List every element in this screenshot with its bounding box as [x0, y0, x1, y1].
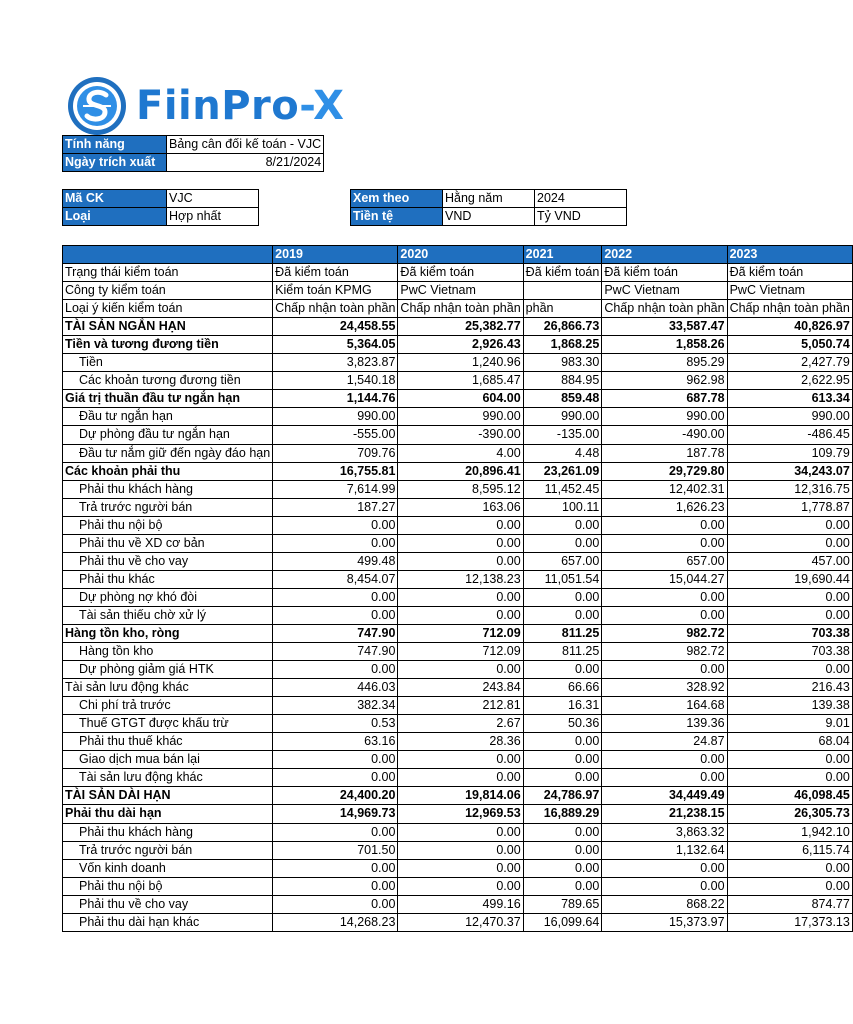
- row-value: PwC Vietnam: [727, 282, 852, 300]
- row-value: 24,458.55: [273, 318, 398, 336]
- row-value: 0.00: [523, 841, 602, 859]
- row-value: 4.00: [398, 444, 523, 462]
- table-row: [63, 372, 853, 390]
- row-label: Phải thu khách hàng: [63, 823, 273, 841]
- row-value: phần: [523, 300, 602, 318]
- row-value: 46,098.45: [727, 787, 852, 805]
- row-value: Đã kiểm toán: [727, 264, 852, 282]
- row-value: 0.00: [398, 769, 523, 787]
- table-row: [63, 841, 853, 859]
- row-value: 0.00: [523, 769, 602, 787]
- row-value: 23,261.09: [523, 462, 602, 480]
- row-label: Vốn kinh doanh: [63, 859, 273, 877]
- row-value: 0.00: [727, 606, 852, 624]
- row-value: 0.00: [273, 661, 398, 679]
- row-label: Phải thu nội bộ: [63, 516, 273, 534]
- row-value: Chấp nhận toàn phần: [273, 300, 398, 318]
- row-value: 0.00: [523, 534, 602, 552]
- row-value: 12,470.37: [398, 913, 523, 931]
- table-row: [63, 408, 853, 426]
- table-row: [63, 805, 853, 823]
- row-value: 20,896.41: [398, 462, 523, 480]
- row-value: 0.00: [273, 606, 398, 624]
- row-value: 164.68: [602, 697, 727, 715]
- row-value: PwC Vietnam: [602, 282, 727, 300]
- row-value: 0.00: [398, 751, 523, 769]
- row-value: 0.00: [398, 859, 523, 877]
- row-value: 19,814.06: [398, 787, 523, 805]
- row-value: 0.00: [398, 552, 523, 570]
- row-value: 983.30: [523, 354, 602, 372]
- row-value: 0.00: [602, 769, 727, 787]
- row-value: 499.48: [273, 552, 398, 570]
- row-value: 604.00: [398, 390, 523, 408]
- row-label: Phải thu khách hàng: [63, 480, 273, 498]
- row-value: 874.77: [727, 895, 852, 913]
- fiinpro-logo-icon: [66, 75, 128, 137]
- row-value: 859.48: [523, 390, 602, 408]
- table-row: [63, 534, 853, 552]
- row-label: TÀI SẢN DÀI HẠN: [63, 787, 273, 805]
- row-label: Đầu tư nắm giữ đến ngày đáo hạn: [63, 444, 273, 462]
- year-header: 2019: [273, 246, 398, 264]
- row-value: 747.90: [273, 624, 398, 642]
- table-row: [63, 516, 853, 534]
- row-value: 33,587.47: [602, 318, 727, 336]
- row-value: 990.00: [727, 408, 852, 426]
- row-label: Phải thu dài hạn: [63, 805, 273, 823]
- row-value: 34,243.07: [727, 462, 852, 480]
- table-row: [63, 606, 853, 624]
- row-value: 0.00: [398, 588, 523, 606]
- row-value: 212.81: [398, 697, 523, 715]
- row-value: 328.92: [602, 679, 727, 697]
- row-value: PwC Vietnam: [398, 282, 523, 300]
- row-value: Chấp nhận toàn phần: [727, 300, 852, 318]
- year-header: 2021: [523, 246, 602, 264]
- row-value: 26,305.73: [727, 805, 852, 823]
- row-value: 24,400.20: [273, 787, 398, 805]
- row-value: 14,268.23: [273, 913, 398, 931]
- row-value: 5,364.05: [273, 336, 398, 354]
- table-row: [63, 877, 853, 895]
- type-value[interactable]: Hợp nhất: [167, 208, 259, 226]
- row-value: 21,238.15: [602, 805, 727, 823]
- row-value: 962.98: [602, 372, 727, 390]
- row-value: 8,595.12: [398, 480, 523, 498]
- table-row: [63, 679, 853, 697]
- row-label: Trạng thái kiểm toán: [63, 264, 273, 282]
- row-value: 1,685.47: [398, 372, 523, 390]
- row-label: Phải thu về cho vay: [63, 895, 273, 913]
- row-value: 66.66: [523, 679, 602, 697]
- row-value: 0.00: [523, 588, 602, 606]
- row-value: 0.00: [602, 661, 727, 679]
- row-value: 712.09: [398, 643, 523, 661]
- table-row: [63, 895, 853, 913]
- row-value: 0.00: [727, 769, 852, 787]
- row-value: 747.90: [273, 643, 398, 661]
- row-value: 0.00: [523, 751, 602, 769]
- table-row: [63, 264, 853, 282]
- row-value: Đã kiểm toán: [398, 264, 523, 282]
- table-row: [63, 913, 853, 931]
- row-value: 0.00: [273, 823, 398, 841]
- table-row: [63, 444, 853, 462]
- fiinpro-logo-text: FiinPro-X: [136, 83, 345, 129]
- row-value: 9.01: [727, 715, 852, 733]
- type-label: Loại: [63, 208, 167, 226]
- row-value: -135.00: [523, 426, 602, 444]
- table-row: [63, 552, 853, 570]
- row-value: 0.00: [602, 606, 727, 624]
- row-value: 7,614.99: [273, 480, 398, 498]
- row-value: 1,626.23: [602, 498, 727, 516]
- row-value: 703.38: [727, 624, 852, 642]
- view-year[interactable]: 2024: [535, 190, 627, 208]
- table-row: [63, 643, 853, 661]
- row-label: Phải thu thuế khác: [63, 733, 273, 751]
- row-value: 657.00: [523, 552, 602, 570]
- row-value: 11,051.54: [523, 570, 602, 588]
- row-label: TÀI SẢN NGẮN HẠN: [63, 318, 273, 336]
- row-label: Đầu tư ngắn hạn: [63, 408, 273, 426]
- row-value: 1,858.26: [602, 336, 727, 354]
- row-value: 16.31: [523, 697, 602, 715]
- row-value: 0.00: [273, 516, 398, 534]
- row-label: Phải thu về cho vay: [63, 552, 273, 570]
- row-label: Thuế GTGT được khấu trừ: [63, 715, 273, 733]
- row-value: 1,778.87: [727, 498, 852, 516]
- row-value: 687.78: [602, 390, 727, 408]
- row-label: Loại ý kiến kiểm toán: [63, 300, 273, 318]
- row-value: 990.00: [398, 408, 523, 426]
- currency-label: Tiền tệ: [351, 208, 443, 226]
- row-value: 0.00: [398, 823, 523, 841]
- date-label: Ngày trích xuất: [63, 154, 167, 172]
- row-value: 982.72: [602, 624, 727, 642]
- row-value: 701.50: [273, 841, 398, 859]
- row-value: 26,866.73: [523, 318, 602, 336]
- table-row: [63, 787, 853, 805]
- row-value: 0.00: [398, 877, 523, 895]
- row-label: Phải thu dài hạn khác: [63, 913, 273, 931]
- row-value: 982.72: [602, 643, 727, 661]
- row-value: 0.00: [398, 841, 523, 859]
- row-value: 895.29: [602, 354, 727, 372]
- table-row: [63, 751, 853, 769]
- info-table: [62, 135, 324, 172]
- row-value: 14,969.73: [273, 805, 398, 823]
- row-value: 0.00: [602, 516, 727, 534]
- row-value: 3,863.32: [602, 823, 727, 841]
- table-row: [63, 300, 853, 318]
- row-value: 0.53: [273, 715, 398, 733]
- row-value: 0.00: [727, 751, 852, 769]
- row-value: 50.36: [523, 715, 602, 733]
- row-value: 0.00: [727, 877, 852, 895]
- table-row: [63, 390, 853, 408]
- ticker-table: [62, 189, 259, 226]
- row-value: 457.00: [727, 552, 852, 570]
- view-label: Xem theo: [351, 190, 443, 208]
- row-value: Đã kiểm toán: [602, 264, 727, 282]
- row-value: 11,452.45: [523, 480, 602, 498]
- row-value: 0.00: [602, 534, 727, 552]
- row-value: 0.00: [727, 859, 852, 877]
- table-row: [63, 480, 853, 498]
- row-value: 0.00: [273, 769, 398, 787]
- row-label: Chi phí trả trước: [63, 697, 273, 715]
- balance-sheet-body: [63, 246, 853, 932]
- row-value: 12,138.23: [398, 570, 523, 588]
- row-value: 884.95: [523, 372, 602, 390]
- row-value: 63.16: [273, 733, 398, 751]
- row-value: 12,316.75: [727, 480, 852, 498]
- row-value: 0.00: [398, 516, 523, 534]
- row-value: 0.00: [602, 859, 727, 877]
- row-value: 2,622.95: [727, 372, 852, 390]
- row-label: Tài sản lưu động khác: [63, 679, 273, 697]
- unit-value[interactable]: Tỷ VND: [535, 208, 627, 226]
- row-value: 0.00: [523, 661, 602, 679]
- row-label: Các khoản tương đương tiền: [63, 372, 273, 390]
- row-value: 16,099.64: [523, 913, 602, 931]
- row-value: 6,115.74: [727, 841, 852, 859]
- row-label: Tiền: [63, 354, 273, 372]
- row-value: Kiểm toán KPMG: [273, 282, 398, 300]
- row-value: 3,823.87: [273, 354, 398, 372]
- row-value: 19,690.44: [727, 570, 852, 588]
- view-value[interactable]: Hằng năm: [443, 190, 535, 208]
- row-value: 1,132.64: [602, 841, 727, 859]
- currency-value[interactable]: VND: [443, 208, 535, 226]
- row-value: 1,144.76: [273, 390, 398, 408]
- row-value: 811.25: [523, 643, 602, 661]
- row-value: -555.00: [273, 426, 398, 444]
- row-value: 0.00: [523, 823, 602, 841]
- row-value: 2,427.79: [727, 354, 852, 372]
- row-value: 0.00: [273, 877, 398, 895]
- row-value: 1,240.96: [398, 354, 523, 372]
- table-row: [63, 498, 853, 516]
- feature-value: Bảng cân đối kế toán - VJC: [167, 136, 324, 154]
- table-row: [63, 769, 853, 787]
- row-value: 0.00: [602, 877, 727, 895]
- table-row: [63, 570, 853, 588]
- row-value: 4.48: [523, 444, 602, 462]
- row-value: 0.00: [523, 877, 602, 895]
- row-value: 25,382.77: [398, 318, 523, 336]
- feature-label: Tính năng: [63, 136, 167, 154]
- row-value: 990.00: [602, 408, 727, 426]
- row-value: 868.22: [602, 895, 727, 913]
- row-label: Hàng tồn kho: [63, 643, 273, 661]
- table-row: [63, 588, 853, 606]
- row-value: 0.00: [602, 588, 727, 606]
- row-value: 613.34: [727, 390, 852, 408]
- row-value: Đã kiểm toán: [523, 264, 602, 282]
- row-value: 0.00: [273, 895, 398, 913]
- row-value: 12,402.31: [602, 480, 727, 498]
- row-value: 990.00: [523, 408, 602, 426]
- row-label: Dự phòng nợ khó đòi: [63, 588, 273, 606]
- row-label: Dự phòng đầu tư ngắn hạn: [63, 426, 273, 444]
- row-value: 1,868.25: [523, 336, 602, 354]
- row-value: 657.00: [602, 552, 727, 570]
- table-row: [63, 426, 853, 444]
- row-label: Tiền và tương đương tiền: [63, 336, 273, 354]
- row-value: 40,826.97: [727, 318, 852, 336]
- view-table: [350, 189, 627, 226]
- row-value: Chấp nhận toàn phần: [398, 300, 523, 318]
- row-value: 2.67: [398, 715, 523, 733]
- ticker-label: Mã CK: [63, 190, 167, 208]
- table-row: [63, 823, 853, 841]
- row-label: Phải thu khác: [63, 570, 273, 588]
- year-header: 2023: [727, 246, 852, 264]
- row-value: Chấp nhận toàn phần: [602, 300, 727, 318]
- row-value: 990.00: [273, 408, 398, 426]
- row-value: 703.38: [727, 643, 852, 661]
- row-value: 0.00: [727, 516, 852, 534]
- row-value: 100.11: [523, 498, 602, 516]
- year-header: 2022: [602, 246, 727, 264]
- row-value: 29,729.80: [602, 462, 727, 480]
- row-value: 0.00: [602, 751, 727, 769]
- row-value: 712.09: [398, 624, 523, 642]
- row-value: 0.00: [273, 859, 398, 877]
- row-label: Trả trước người bán: [63, 841, 273, 859]
- row-label: Phải thu về XD cơ bản: [63, 534, 273, 552]
- row-value: 187.78: [602, 444, 727, 462]
- row-value: 5,050.74: [727, 336, 852, 354]
- row-value: 24.87: [602, 733, 727, 751]
- row-value: 187.27: [273, 498, 398, 516]
- row-value: 2,926.43: [398, 336, 523, 354]
- row-value: 15,373.97: [602, 913, 727, 931]
- table-row: [63, 336, 853, 354]
- table-row: [63, 715, 853, 733]
- row-value: 163.06: [398, 498, 523, 516]
- row-value: 17,373.13: [727, 913, 852, 931]
- row-value: 789.65: [523, 895, 602, 913]
- row-label: Hàng tồn kho, ròng: [63, 624, 273, 642]
- row-label: Trả trước người bán: [63, 498, 273, 516]
- row-value: 16,755.81: [273, 462, 398, 480]
- table-row: [63, 462, 853, 480]
- row-value: 139.38: [727, 697, 852, 715]
- row-value: 0.00: [523, 733, 602, 751]
- row-label: Tài sản lưu động khác: [63, 769, 273, 787]
- row-value: 446.03: [273, 679, 398, 697]
- row-value: -390.00: [398, 426, 523, 444]
- row-value: 109.79: [727, 444, 852, 462]
- row-value: 34,449.49: [602, 787, 727, 805]
- row-value: 15,044.27: [602, 570, 727, 588]
- table-row: [63, 624, 853, 642]
- row-value: 24,786.97: [523, 787, 602, 805]
- row-value: -486.45: [727, 426, 852, 444]
- table-row: [63, 859, 853, 877]
- row-value: 139.36: [602, 715, 727, 733]
- row-label: Giao dịch mua bán lại: [63, 751, 273, 769]
- table-row: [63, 354, 853, 372]
- balance-sheet-table: [62, 245, 853, 932]
- row-value: 1,942.10: [727, 823, 852, 841]
- row-value: [523, 282, 602, 300]
- row-value: 243.84: [398, 679, 523, 697]
- row-label: Các khoản phải thu: [63, 462, 273, 480]
- row-value: 0.00: [727, 534, 852, 552]
- year-header-row: [63, 246, 853, 264]
- row-value: 709.76: [273, 444, 398, 462]
- row-label: Phải thu nội bộ: [63, 877, 273, 895]
- row-value: 0.00: [523, 606, 602, 624]
- table-row: [63, 661, 853, 679]
- table-row: [63, 282, 853, 300]
- row-value: 8,454.07: [273, 570, 398, 588]
- row-value: 0.00: [273, 588, 398, 606]
- year-header-blank: [63, 246, 273, 264]
- row-label: Giá trị thuần đầu tư ngắn hạn: [63, 390, 273, 408]
- row-value: 0.00: [398, 606, 523, 624]
- table-row: [63, 733, 853, 751]
- row-value: 68.04: [727, 733, 852, 751]
- date-value: 8/21/2024: [167, 154, 324, 172]
- row-value: 0.00: [273, 751, 398, 769]
- table-row: [63, 318, 853, 336]
- row-value: 0.00: [398, 534, 523, 552]
- year-header: 2020: [398, 246, 523, 264]
- row-value: 0.00: [523, 516, 602, 534]
- row-label: Dự phòng giảm giá HTK: [63, 661, 273, 679]
- row-value: 28.36: [398, 733, 523, 751]
- row-value: -490.00: [602, 426, 727, 444]
- table-row: [63, 697, 853, 715]
- row-value: 811.25: [523, 624, 602, 642]
- row-value: 216.43: [727, 679, 852, 697]
- row-label: Tài sản thiếu chờ xử lý: [63, 606, 273, 624]
- row-value: 0.00: [727, 661, 852, 679]
- row-value: 0.00: [523, 859, 602, 877]
- row-value: 499.16: [398, 895, 523, 913]
- ticker-value[interactable]: VJC: [167, 190, 259, 208]
- row-value: 382.34: [273, 697, 398, 715]
- row-value: 0.00: [727, 588, 852, 606]
- row-value: 0.00: [398, 661, 523, 679]
- row-value: 0.00: [273, 534, 398, 552]
- fiinpro-logo: [66, 75, 344, 137]
- row-value: 1,540.18: [273, 372, 398, 390]
- row-label: Công ty kiểm toán: [63, 282, 273, 300]
- row-value: 12,969.53: [398, 805, 523, 823]
- row-value: Đã kiểm toán: [273, 264, 398, 282]
- row-value: 16,889.29: [523, 805, 602, 823]
